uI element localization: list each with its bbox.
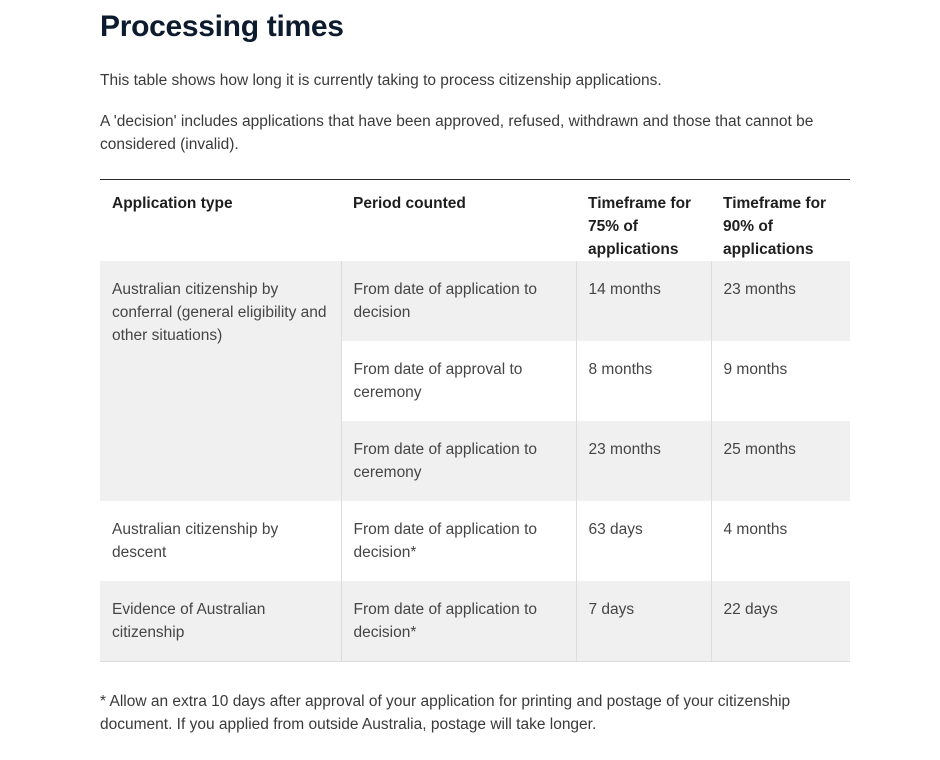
header-period-counted: Period counted <box>353 195 466 212</box>
intro-paragraph: This table shows how long it is currently taking to process citizenship applications. <box>100 72 662 89</box>
period-counted-cell: From date of application to ceremony <box>341 421 576 501</box>
table-header-row <box>100 180 850 262</box>
timeframe-90-cell: 23 months <box>711 261 850 341</box>
timeframe-75-cell: 8 months <box>576 341 711 421</box>
table-row <box>100 581 850 661</box>
header-application-type: Application type <box>112 195 233 212</box>
timeframe-75-cell: 7 days <box>576 581 711 661</box>
timeframe-90-cell: 25 months <box>711 421 850 501</box>
timeframe-75-cell: 63 days <box>576 501 711 581</box>
application-type-cell: Australian citizenship by conferral (general eligibility and other situations) <box>100 261 341 501</box>
period-counted-cell: From date of application to decision* <box>341 581 576 661</box>
page-title: Processing times <box>100 10 344 43</box>
period-counted-cell: From date of approval to ceremony <box>341 341 576 421</box>
header-timeframe-90: Timeframe for 90% of applications <box>723 195 835 258</box>
header-timeframe-75: Timeframe for 75% of applications <box>588 195 692 258</box>
application-type-cell: Australian citizenship by descent <box>112 521 279 561</box>
processing-times-table <box>100 179 850 662</box>
timeframe-90-cell: 22 days <box>711 581 850 661</box>
table-row <box>100 261 850 341</box>
decision-definition-paragraph: A 'decision' includes applications that have been approved, refused, withdrawn and those that cannot be considered (invalid). <box>100 113 814 153</box>
table-row <box>100 501 850 581</box>
timeframe-90-cell: 9 months <box>711 341 850 421</box>
timeframe-90-cell: 4 months <box>711 501 850 581</box>
timeframe-75-cell: 14 months <box>576 261 711 341</box>
period-counted-cell: From date of application to decision <box>341 261 576 341</box>
timeframe-75-cell: 23 months <box>576 421 711 501</box>
application-type-cell: Evidence of Australian citizenship <box>100 581 341 661</box>
footnote: * Allow an extra 10 days after approval of your application for printing and postage of your citizenship document. If you applied from outside Australia, postage will take longer. <box>100 693 791 733</box>
period-counted-cell: From date of application to decision* <box>341 501 576 581</box>
